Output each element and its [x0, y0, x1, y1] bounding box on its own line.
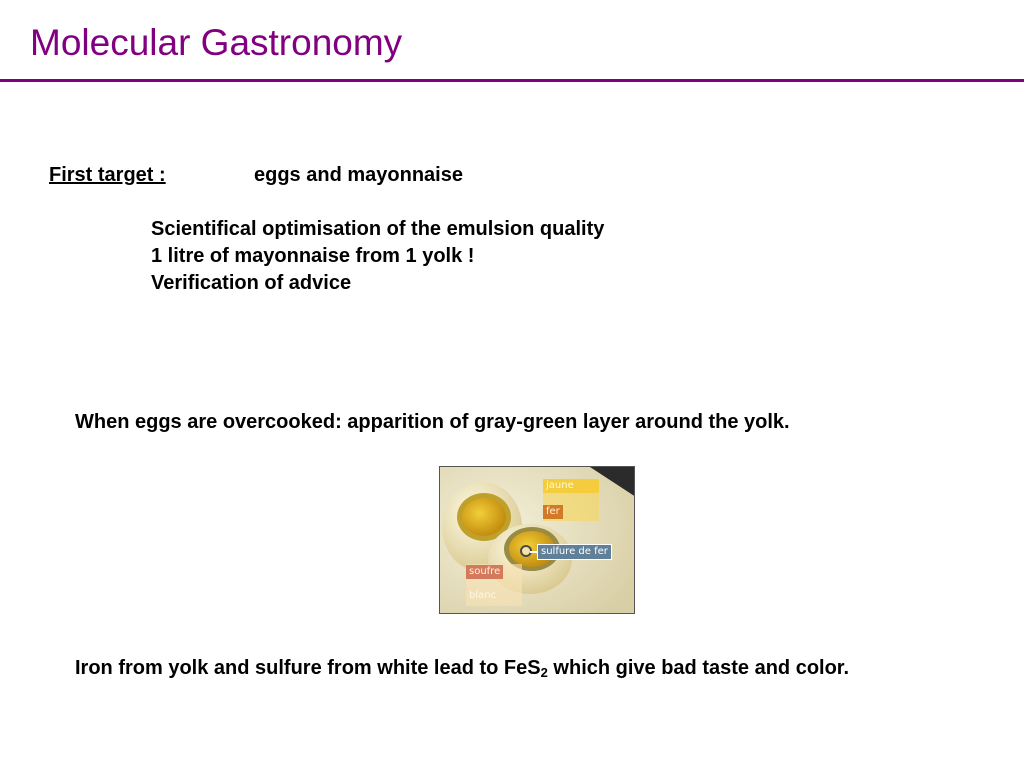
soufre-label: soufre [466, 565, 503, 579]
first-target-label: First target : [49, 164, 166, 186]
jaune-label: jaune [543, 479, 599, 493]
iron-sulfide-text [75, 657, 849, 680]
target-point-1: Scientifical optimisation of the emulsion quality [151, 218, 605, 240]
target-point-3: Verification of advice [151, 272, 352, 294]
target-point-2: 1 litre of mayonnaise from 1 yolk ! [151, 245, 475, 267]
fer-label: fer [543, 505, 563, 519]
iron-text-before: Iron from yolk and sulfure from white lead to FeS [75, 657, 541, 679]
iron-text-after: which give bad taste and color. [547, 657, 850, 679]
iron-text-subscript: 2 [540, 665, 548, 680]
slide-title: Molecular Gastronomy [30, 22, 403, 63]
blanc-label: blanc [469, 590, 497, 601]
first-target-value: eggs and mayonnaise [254, 164, 463, 186]
title-divider [0, 79, 1024, 82]
egg-cross-section-image [439, 466, 635, 614]
overcooked-eggs-text: When eggs are overcooked: apparition of gray-green layer around the yolk. [75, 411, 790, 433]
sulfure-de-fer-label: sulfure de fer [537, 544, 612, 560]
